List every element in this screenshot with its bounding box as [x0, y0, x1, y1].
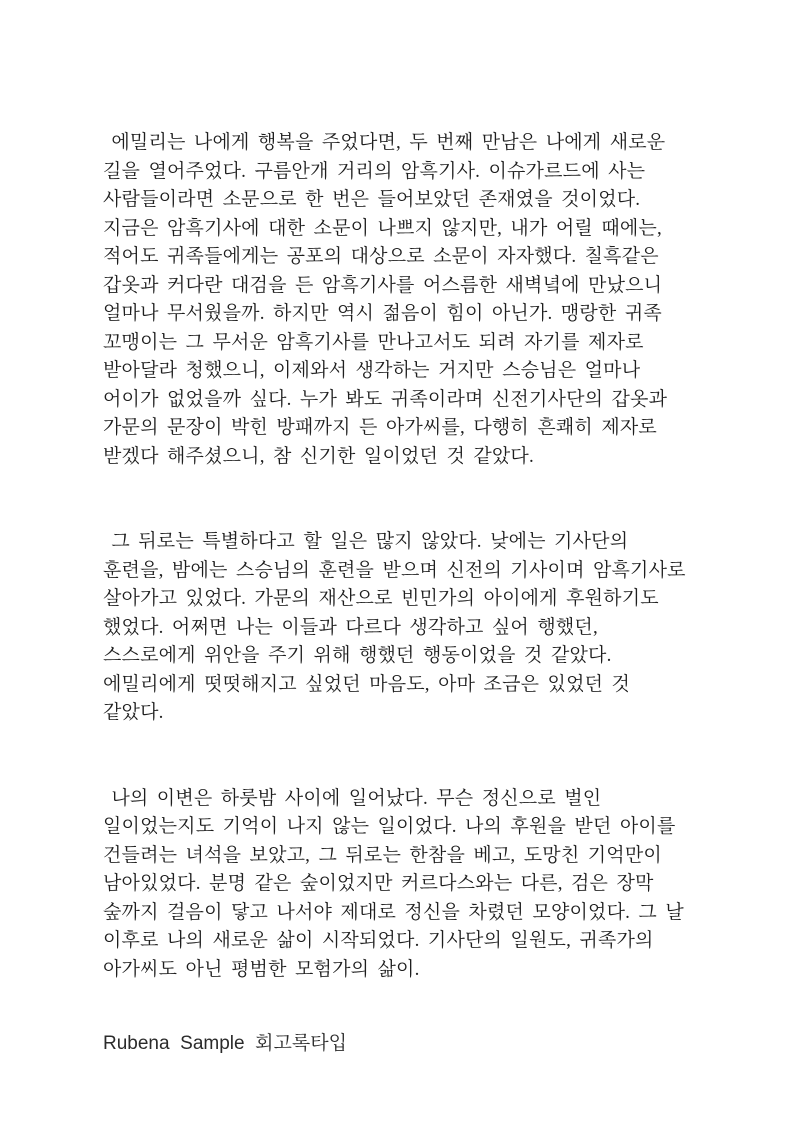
- text-line: 적어도 귀족들에게는 공포의 대상으로 소문이 자자했다. 칠흑같은: [103, 246, 659, 267]
- text-line: 숲까지 걸음이 닿고 나서야 제대로 정신을 차렸던 모양이었다. 그 날: [103, 901, 684, 923]
- text-line: 이후로 나의 새로운 삶이 시작되었다. 기사단의 일원도, 귀족가의: [103, 930, 654, 951]
- text-line: 지금은 암흑기사에 대한 소문이 나쁘지 않지만, 내가 어릴 때에는,: [103, 217, 662, 239]
- text-line: 같았다.: [103, 702, 164, 723]
- text-line: 에밀리는 나에게 행복을 주었다면, 두 번째 만남은 나에게 새로운: [103, 132, 666, 153]
- paragraph-2: [103, 528, 704, 728]
- footer-caption: Rubena Sample 회고록타입: [103, 1033, 347, 1054]
- text-line: 나의 이변은 하룻밤 사이에 일어났다. 무슨 정신으로 벌인: [103, 787, 602, 809]
- text-line: 받아달라 청했으니, 이제와서 생각하는 거지만 스승님은 얼마나: [103, 360, 641, 381]
- text-line: 스스로에게 위안을 주기 위해 행했던 행동이었을 것 같았다.: [103, 645, 612, 666]
- paragraph-1: [103, 129, 704, 471]
- text-line: 갑옷과 커다란 대검을 든 암흑기사를 어스름한 새벽녘에 만났으니: [103, 274, 663, 296]
- text-line: 길을 열어주었다. 구름안개 거리의 암흑기사. 이슈가르드에 사는: [103, 160, 646, 182]
- text-line: 얼마나 무서웠을까. 하지만 역시 젊음이 힘이 아닌가. 맹랑한 귀족: [103, 303, 662, 324]
- text-line: 했었다. 어쩌면 나는 이들과 다르다 생각하고 싶어 행했던,: [103, 616, 598, 638]
- text-line: 건들려는 녀석을 보았고, 그 뒤로는 한참을 베고, 도망친 기억만이: [103, 844, 662, 866]
- text-line: 받겠다 해주셨으니, 참 신기한 일이었던 것 같았다.: [103, 445, 534, 467]
- text-line: 그 뒤로는 특별하다고 할 일은 많지 않았다. 낮에는 기사단의: [103, 531, 629, 552]
- text-line: 일이었는지도 기억이 나지 않는 일이었다. 나의 후원을 받던 아이를: [103, 816, 676, 837]
- text-line: 사람들이라면 소문으로 한 번은 들어보았던 존재였을 것이었다.: [103, 189, 641, 210]
- text-line: 가문의 문장이 박힌 방패까지 든 아가씨를, 다행히 흔쾌히 제자로: [103, 417, 657, 438]
- text-line: 에밀리에게 떳떳해지고 싶었던 마음도, 아마 조금은 있었던 것: [103, 673, 631, 695]
- text-line: 남아있었다. 분명 같은 숲이었지만 커르다스와는 다른, 검은 장막: [103, 873, 654, 894]
- text-line: 꼬맹이는 그 무서운 암흑기사를 만나고서도 되려 자기를 제자로: [103, 331, 644, 353]
- text-line: 어이가 없었을까 싶다. 누가 봐도 귀족이라며 신전기사단의 갑옷과: [103, 388, 668, 410]
- text-line: 살아가고 있었다. 가문의 재산으로 빈민가의 아이에게 후원하기도: [103, 588, 659, 609]
- paragraph-3: [103, 785, 704, 985]
- text-line: 훈련을, 밤에는 스승님의 훈련을 받으며 신전의 기사이며 암흑기사로: [103, 559, 686, 581]
- text-line: 아가씨도 아닌 평범한 모험가의 삶이.: [103, 958, 420, 980]
